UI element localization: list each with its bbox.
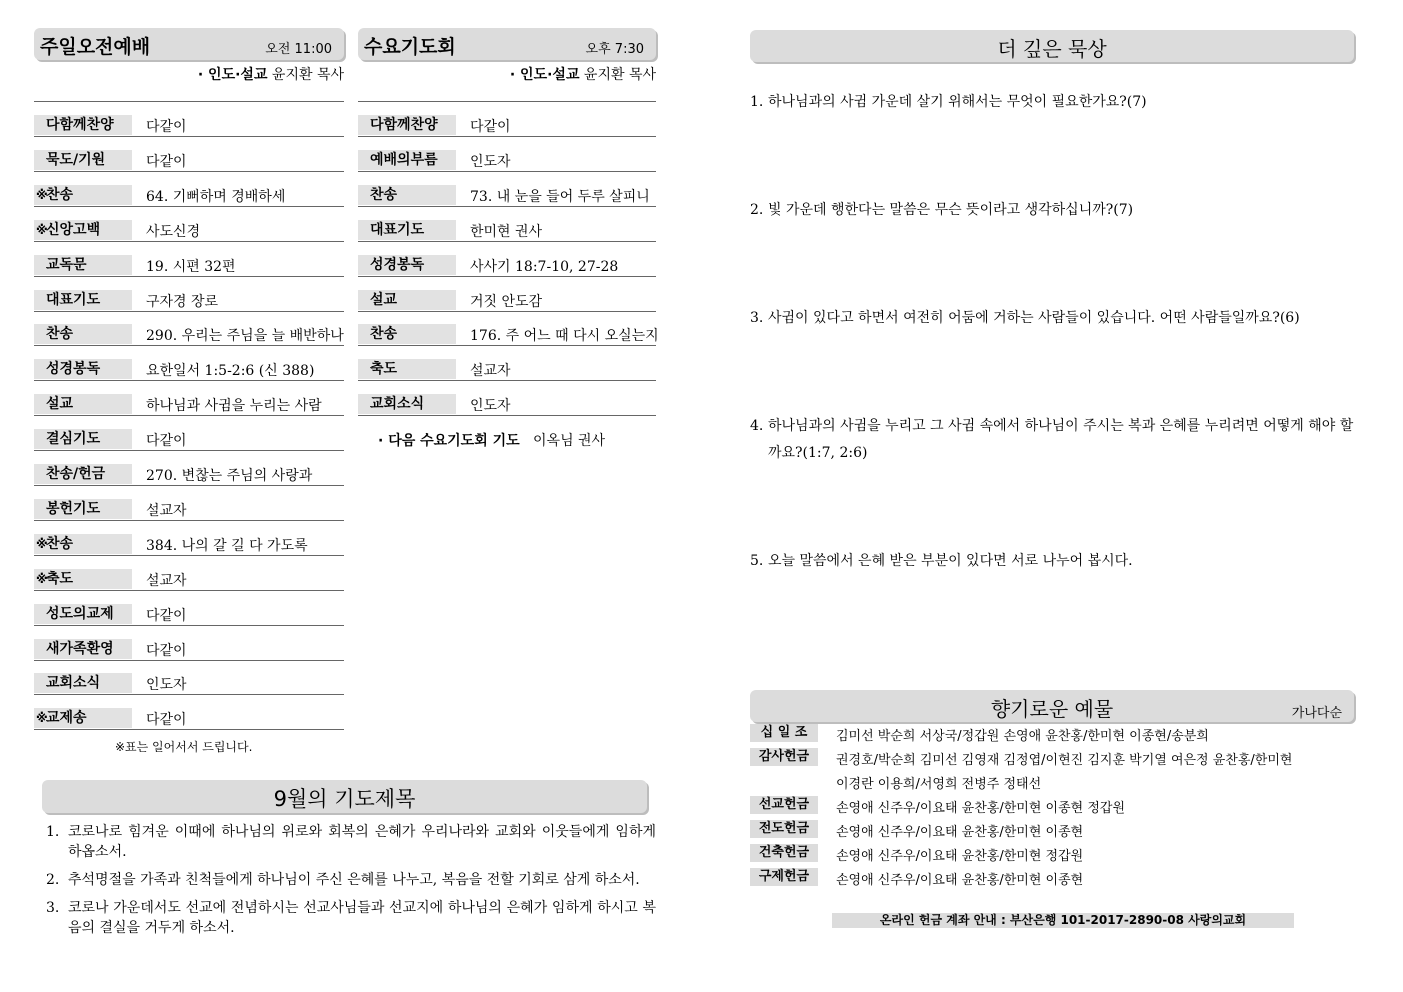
order-item-value: 설교자 <box>470 363 511 380</box>
order-item-label: 결심기도 <box>34 429 132 449</box>
order-item-value: 사도신경 <box>146 223 201 240</box>
order-item-value: 한미현 권사 <box>470 223 543 240</box>
order-item-value: 사사기 18:7-10, 27-28 <box>470 258 619 275</box>
order-row <box>34 381 344 416</box>
order-row <box>34 486 344 521</box>
order-item-label: 성도의교제 <box>34 604 132 624</box>
order-row <box>34 172 344 207</box>
order-item-value: 다같이 <box>146 712 187 729</box>
sunday-service-header <box>34 28 344 60</box>
order-item-label: 교회소식 <box>358 394 456 414</box>
order-item-value: 176. 주 어느 때 다시 오실는지 <box>470 328 659 345</box>
offering-category: 감사헌금 <box>750 748 818 766</box>
offering-names: 손영애 신주우/이요태 윤찬홍/한미현 이종현 정갑원 <box>836 801 1126 816</box>
prayer-item: 2. 추석명절을 가족과 친척들에게 하나님이 주신 은혜를 나누고, 복음을 전할 기회로 삼게 하소서. <box>46 872 640 888</box>
order-item-label: ※ 찬송 <box>34 185 132 205</box>
order-item-value: 구자경 장로 <box>146 293 219 310</box>
order-item-label: 축도 <box>358 359 456 379</box>
order-item-label: 교회소식 <box>34 673 132 693</box>
order-item-label: 교독문 <box>34 255 132 275</box>
order-item-label: 다함께찬양 <box>358 115 456 135</box>
prayer-topics-list <box>46 822 656 946</box>
order-item-label: 예배의부름 <box>358 150 456 170</box>
order-row <box>34 451 344 486</box>
order-item-label: ※ 찬송 <box>34 534 132 554</box>
sunday-service-title: 주일오전예배 <box>40 36 151 58</box>
order-row <box>358 311 659 346</box>
order-item-label: 대표기도 <box>358 220 456 240</box>
meditation-question: 5. 오늘 말씀에서 은혜 받은 부분이 있다면 서로 나누어 봅시다. <box>750 553 1133 569</box>
order-item-label: ※ 교제송 <box>34 708 132 728</box>
offering-category: 십 일 조 <box>750 724 818 742</box>
order-item-value: 요한일서 1:5-2:6 (신 388) <box>146 363 315 380</box>
meditation-question: 3. 사귐이 있다고 하면서 여전히 어둠에 거하는 사람들이 있습니다. 어떤 사람들일까요?(6) <box>750 310 1300 326</box>
order-row <box>34 137 344 172</box>
order-item-value: 64. 기뻐하며 경배하세 <box>146 188 286 205</box>
offering-category: 건축헌금 <box>750 844 818 862</box>
order-item-label: 봉헌기도 <box>34 499 132 519</box>
wednesday-leader-label: · 인도·설교 <box>509 67 580 83</box>
order-item-label: 설교 <box>34 394 132 414</box>
offering-names: 이경란 이용희/서영희 전병주 정태선 <box>836 777 1042 792</box>
standing-mark: ※ <box>36 711 48 726</box>
standing-note: ※표는 일어서서 드립니다. <box>115 740 253 754</box>
order-item-label: 대표기도 <box>34 290 132 310</box>
offering-names: 권경호/박순희 김미선 김영재 김정엽/이현진 김지훈 박기열 여은정 윤찬홍/한미현 <box>836 753 1293 768</box>
prayer-topics-title: 9월의 기도제목 <box>273 787 416 811</box>
offering-sort-note: 가나다순 <box>1291 706 1342 721</box>
order-item-value: 290. 우리는 주님을 늘 배반하나 <box>146 328 344 345</box>
sunday-service-time: 오전 11:00 <box>265 42 332 57</box>
standing-mark: ※ <box>36 571 48 586</box>
order-item-value: 다같이 <box>146 153 187 170</box>
order-row <box>34 556 344 591</box>
wednesday-leader <box>510 64 656 84</box>
next-prayer-leader <box>378 430 605 450</box>
wednesday-service-time: 오후 7:30 <box>585 42 644 57</box>
order-row <box>34 591 344 626</box>
order-item-label: 다함께찬양 <box>34 115 132 135</box>
order-item-value: 다같이 <box>146 433 187 450</box>
order-item-value: 다같이 <box>470 119 511 135</box>
meditation-header <box>750 30 1354 62</box>
order-item-value: 설교자 <box>146 502 187 519</box>
next-prayer-label: · 다음 수요기도회 기도 <box>378 433 520 449</box>
prayer-topics-header <box>42 780 647 813</box>
order-row <box>358 346 656 381</box>
order-item-value: 384. 나의 갈 길 다 가도록 <box>146 537 308 554</box>
order-item-value: 거짓 안도감 <box>470 293 543 310</box>
order-row <box>34 660 344 695</box>
order-item-value: 인도자 <box>146 677 187 694</box>
order-item-label: 찬송/헌금 <box>34 464 132 484</box>
meditation-question: 2. 빛 가운데 행한다는 말씀은 무슨 뜻이라고 생각하십니까?(7) <box>750 202 1134 218</box>
order-item-value: 다같이 <box>146 607 187 624</box>
order-item-label: 찬송 <box>358 324 456 344</box>
offering-names: 손영애 신주우/이요태 윤찬홍/한미현 정갑원 <box>836 849 1084 864</box>
order-row <box>358 207 656 242</box>
standing-mark: ※ <box>36 222 48 237</box>
sunday-leader-name: 윤지환 목사 <box>271 67 344 83</box>
order-item-value: 인도자 <box>470 153 511 170</box>
order-item-label: 묵도/기원 <box>34 150 132 170</box>
wednesday-service-header <box>358 28 656 60</box>
order-row <box>34 311 344 346</box>
prayer-item: 3. 코로나 가운데서도 선교에 전념하시는 선교사님들과 선교지에 하나님의 은혜가 임하게 하시고 복음의 결실을 거두게 하소서. <box>46 900 656 936</box>
order-row <box>34 626 344 661</box>
order-row <box>34 207 344 242</box>
order-item-label: 찬송 <box>358 185 456 205</box>
offering-category: 구제헌금 <box>750 868 818 886</box>
order-row <box>358 102 656 137</box>
order-row <box>358 381 656 416</box>
order-row <box>34 521 344 556</box>
standing-mark: ※ <box>36 536 48 551</box>
order-row <box>34 242 344 277</box>
offering-names: 손영애 신주우/이요태 윤찬홍/한미현 이종현 <box>836 873 1084 888</box>
order-item-label: 새가족환영 <box>34 639 132 659</box>
order-item-label: 성경봉독 <box>34 359 132 379</box>
offering-category: 선교헌금 <box>750 796 818 814</box>
order-item-value: 73. 내 눈을 들어 두루 살피니 <box>470 188 650 205</box>
order-item-value: 인도자 <box>470 398 511 415</box>
next-prayer-name: 이옥님 권사 <box>533 433 606 449</box>
order-row <box>34 416 344 451</box>
order-row <box>34 346 344 381</box>
offering-names: 손영애 신주우/이요태 윤찬홍/한미현 이종현 <box>836 825 1084 840</box>
offering-names: 김미선 박순희 서상국/정갑원 손영애 윤찬홍/한미현 이종현/송분희 <box>836 729 1209 744</box>
order-item-label: ※ 축도 <box>34 569 132 589</box>
order-row <box>34 102 344 137</box>
order-item-value: 다같이 <box>146 119 187 135</box>
offering-header <box>750 690 1354 722</box>
meditation-question: 4. 하나님과의 사귐을 누리고 그 사귐 속에서 하나님이 주시는 복과 은혜를 누리려면 어떻게 해야 할까요?(1:7, 2:6) <box>750 418 1354 461</box>
order-item-value: 19. 시편 32편 <box>146 258 236 275</box>
order-row <box>358 277 656 312</box>
order-item-value: 다같이 <box>146 642 187 659</box>
order-row <box>34 277 344 312</box>
sunday-leader-label: · 인도·설교 <box>197 67 268 83</box>
meditation-question: 1. 하나님과의 사귐 가운데 살기 위해서는 무엇이 필요한가요?(7) <box>750 94 1147 110</box>
order-item-label: 설교 <box>358 290 456 310</box>
order-row <box>358 242 656 277</box>
offering-category: 전도헌금 <box>750 820 818 838</box>
wednesday-leader-name: 윤지환 목사 <box>583 67 656 83</box>
offering-title: 향기로운 예물 <box>990 697 1114 721</box>
order-item-label: 성경봉독 <box>358 255 456 275</box>
order-row <box>358 172 656 207</box>
order-item-value: 설교자 <box>146 572 187 589</box>
meditation-title: 더 깊은 묵상 <box>997 37 1107 61</box>
order-item-value: 270. 변찮는 주님의 사랑과 <box>146 468 313 484</box>
order-item-value: 하나님과 사귐을 누리는 사람 <box>146 398 322 415</box>
order-item-label: ※ 신앙고백 <box>34 220 132 240</box>
prayer-item: 1. 코로나로 힘겨운 이때에 하나님의 위로와 회복의 은혜가 우리나라와 교회와 이웃들에게 임하게 하옵소서. <box>46 824 656 860</box>
online-account-info: 온라인 헌금 계좌 안내 : 부산은행 101-2017-2890-08 사랑의교회 <box>832 913 1294 928</box>
sunday-leader <box>198 64 344 84</box>
standing-mark: ※ <box>36 187 48 202</box>
wednesday-service-title: 수요기도회 <box>364 36 456 58</box>
order-item-label: 찬송 <box>34 324 132 344</box>
order-row <box>358 137 656 172</box>
order-row <box>34 695 344 730</box>
